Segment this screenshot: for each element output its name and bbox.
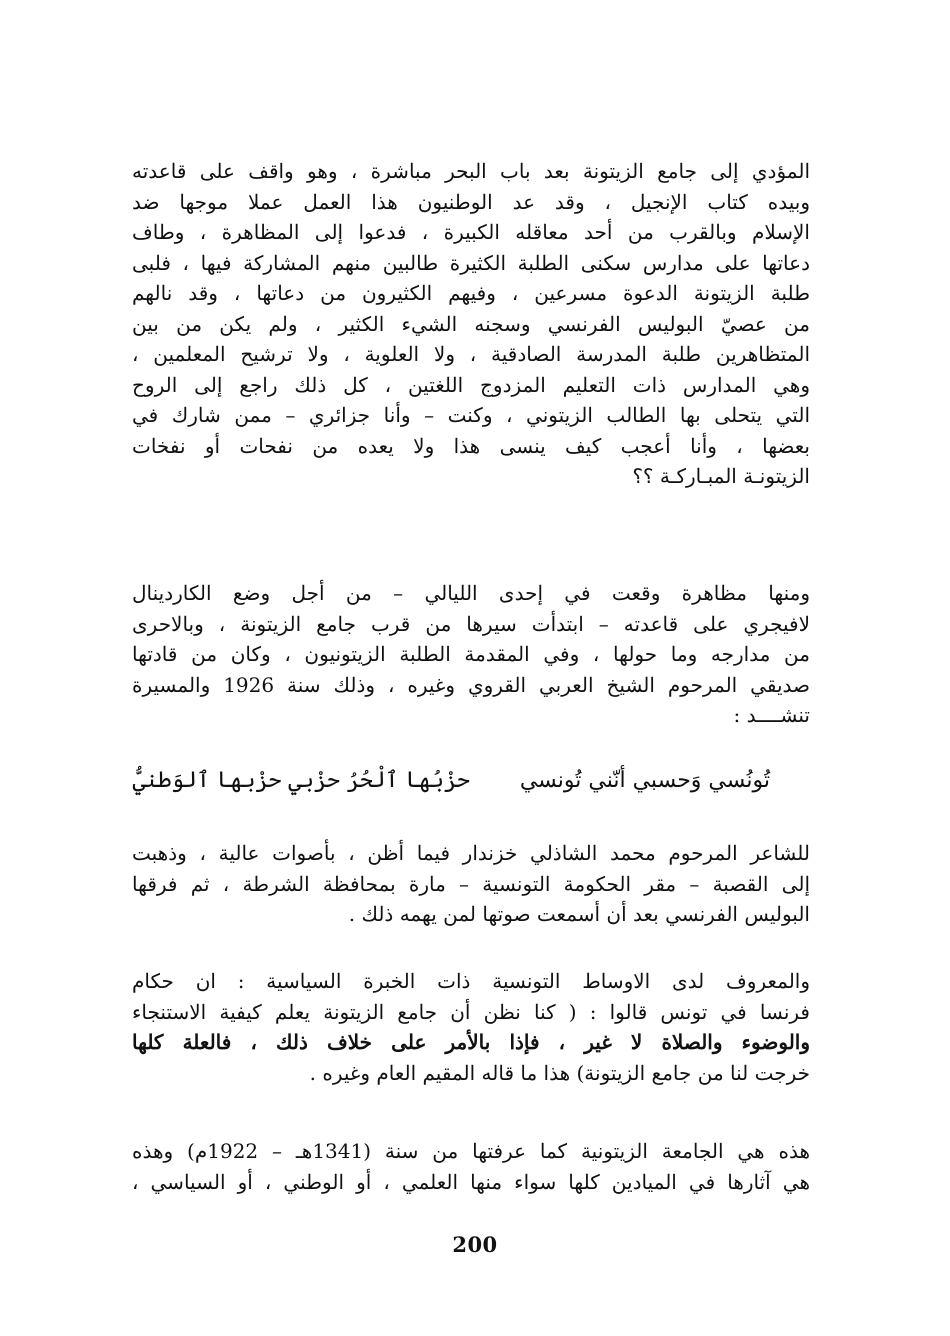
text-line: والوضوء والصلاة لا غير ، فإذا بالأمر على خلاف ذلك ، فالعلة كلها	[132, 1030, 810, 1054]
text-line: من عصيّ البوليس الفرنسي وسجنه الشيء الكثير ، ولم يكن من بين	[132, 311, 810, 336]
page-number: 200	[452, 1232, 498, 1257]
text-line: البوليس الفرنسي بعد أن أسمعت صوتها لمن يهمه ذلك .	[348, 902, 810, 926]
text-line: من مدارجه وما حولها ، وفي المقدمة الطلبة الزيتونيون ، وكان من قادتها	[132, 642, 810, 666]
text-line: دعاتها على مدارس سكنى الطلبة الكثيرة طالبين منهم المشاركة فيها ، فلبى	[132, 250, 810, 275]
paragraph-french-rulers-quote	[132, 966, 810, 1088]
paragraph-cardinal-lavigerie	[132, 578, 810, 731]
paragraph-zaytuna-university	[132, 1136, 810, 1197]
text-line: وبيده كتاب الإنجيل ، وقد عد الوطنيون هذا العمل عملا موجها ضد	[132, 189, 810, 214]
poetry-verse	[132, 764, 770, 798]
text-line: ومنها مظاهرة وقعت في إحدى الليالي – من أجل وضع الكاردينال	[132, 581, 810, 605]
verse-hemistich-second: حزْبُها ٱلْحُرُ حزْبي حزْبها ٱلوَطنيُّ	[132, 768, 470, 793]
text-line: إلى القصبة – مقر الحكومة التونسية – مارة بمحافظة الشرطة ، ثم فرقها	[132, 871, 810, 896]
text-line: لافيجري على قاعدته – ابتدأت سيرها من قرب جامع الزيتونة ، وبالاحرى	[132, 611, 810, 636]
paragraph-zaytuna-demonstration	[132, 156, 810, 492]
text-line: هذه هي الجامعة الزيتونية كما عرفتها من سنة (1341هـ – 1922م) وهذه	[132, 1139, 810, 1163]
text-line: الإسلام وبالقرب من أحد معاقله الكبيرة ، فدعوا إلى المظاهرة ، وطاف	[132, 220, 810, 244]
text-line: صديقي المرحوم الشيخ العربي القروي وغيره ، وذلك سنة 1926 والمسيرة	[132, 672, 810, 697]
text-line: خرجت لنا من جامع الزيتونة) هذا ما قاله المقيم العام وغيره .	[309, 1060, 810, 1085]
text-line: المتظاهرين طلبة المدرسة الصادقية ، ولا العلوية ، ولا ترشيح المعلمين ،	[132, 342, 810, 366]
text-line: المؤدي إلى جامع الزيتونة بعد باب البحر مباشرة ، وهو واقف على قاعدته	[132, 159, 810, 183]
text-line: تنشــــد :	[733, 703, 810, 727]
text-line: التي يتحلى بها الطالب الزيتوني ، وكنت – وأنا جزائري – ممن شارك في	[132, 403, 810, 427]
text-line: للشاعر المرحوم محمد الشاذلي خزندار فيما أظن ، بأصوات عالية ، وذهبت	[132, 841, 810, 865]
paragraph-poet-attribution	[132, 838, 810, 930]
text-line: والمعروف لدى الاوساط التونسية ذات الخبرة السياسية : ان حكام	[132, 969, 810, 993]
text-line: الزيتونـة المبـاركـة ؟؟	[632, 464, 810, 488]
text-line: وهي المدارس ذات التعليم المزدوج اللغتين ، كل ذلك راجع إلى الروح	[132, 372, 810, 397]
verse-hemistich-first: تُونُسي وَحسبي أنّني تُونسي	[519, 768, 770, 793]
text-line: بعضها ، وأنا أعجب كيف ينسى هذا ولا يعده من نفحات أو نفخات	[132, 433, 810, 458]
text-line: فرنسا في تونس قالوا : ( كنا نظن أن جامع الزيتونة يعلم كيفية الاستنجاء	[132, 999, 810, 1024]
text-line: هي آثارها في الميادين كلها سواء منها العلمي ، أو الوطني ، أو السياسي ،	[132, 1169, 810, 1194]
text-line: طلبة الزيتونة الدعوة مسرعين ، وفيهم الكثيرون من دعاتها ، وقد نالهم	[132, 281, 810, 305]
